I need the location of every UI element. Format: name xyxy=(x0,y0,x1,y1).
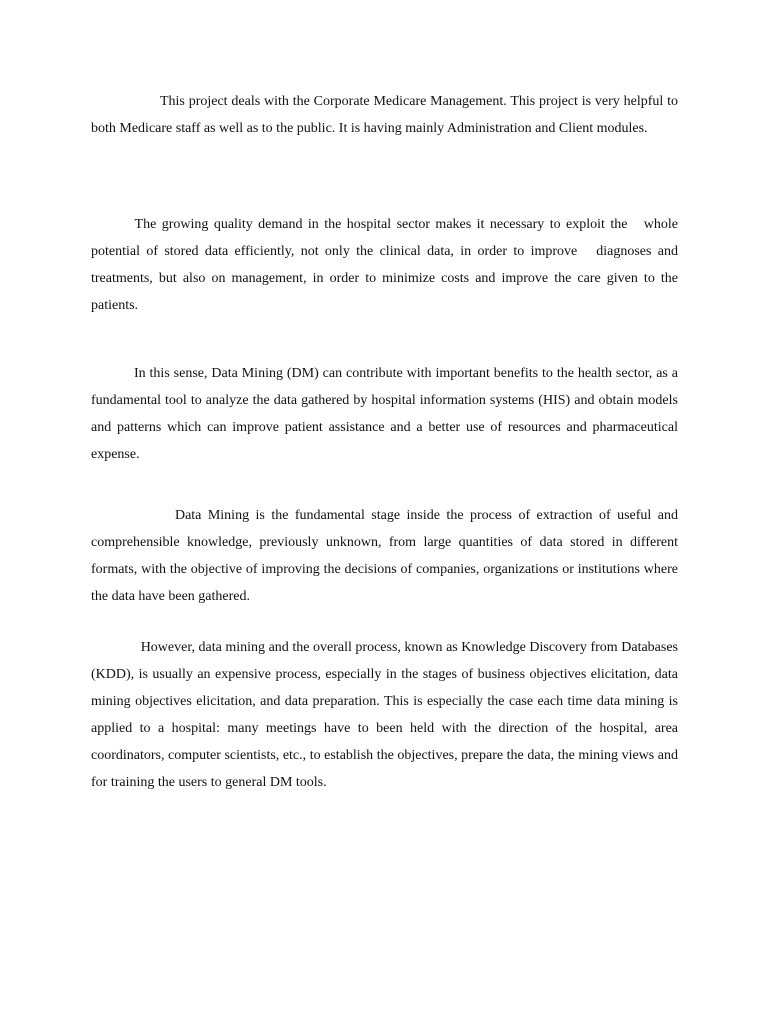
paragraph-project-overview: This project deals with the Corporate Medicare Management. This project is very helpful to both Medicare staff as well as to the public. It is having mainly Administration and Client modules. xyxy=(91,94,682,136)
paragraph-kdd-process: However, data mining and the overall process, known as Knowledge Discovery from Databases (KDD), is usually an expensive process, especially in the stages of business objectives elicitation, data mining objectives elicitation, and data preparation. This is especially the case each time data mining is applied to a hospital: many meetings have to been held with the direction of the hospital, area coordinators, computer scientists, etc., to establish the objectives, prepare the data, the mining views and for training the users to general DM tools. xyxy=(91,640,682,790)
paragraph-quality-demand: The growing quality demand in the hospital sector makes it necessary to exploit the whole potential of stored data efficiently, not only the clinical data, in order to improve diagnoses and treatments, but also on management, in order to minimize costs and improve the care given to the patients. xyxy=(91,217,682,313)
paragraph-data-mining-definition: Data Mining is the fundamental stage inside the process of extraction of useful and comprehensible knowledge, previously unknown, from large quantities of data stored in different formats, with the objective of improving the decisions of companies, organizations or institutions where the data have been gathered. xyxy=(91,508,682,604)
paragraph-data-mining-benefits: In this sense, Data Mining (DM) can contribute with important benefits to the health sector, as a fundamental tool to analyze the data gathered by hospital information systems (HIS) and obtain models and patterns which can improve patient assistance and a better use of resources and pharmaceutical expense. xyxy=(91,366,682,462)
